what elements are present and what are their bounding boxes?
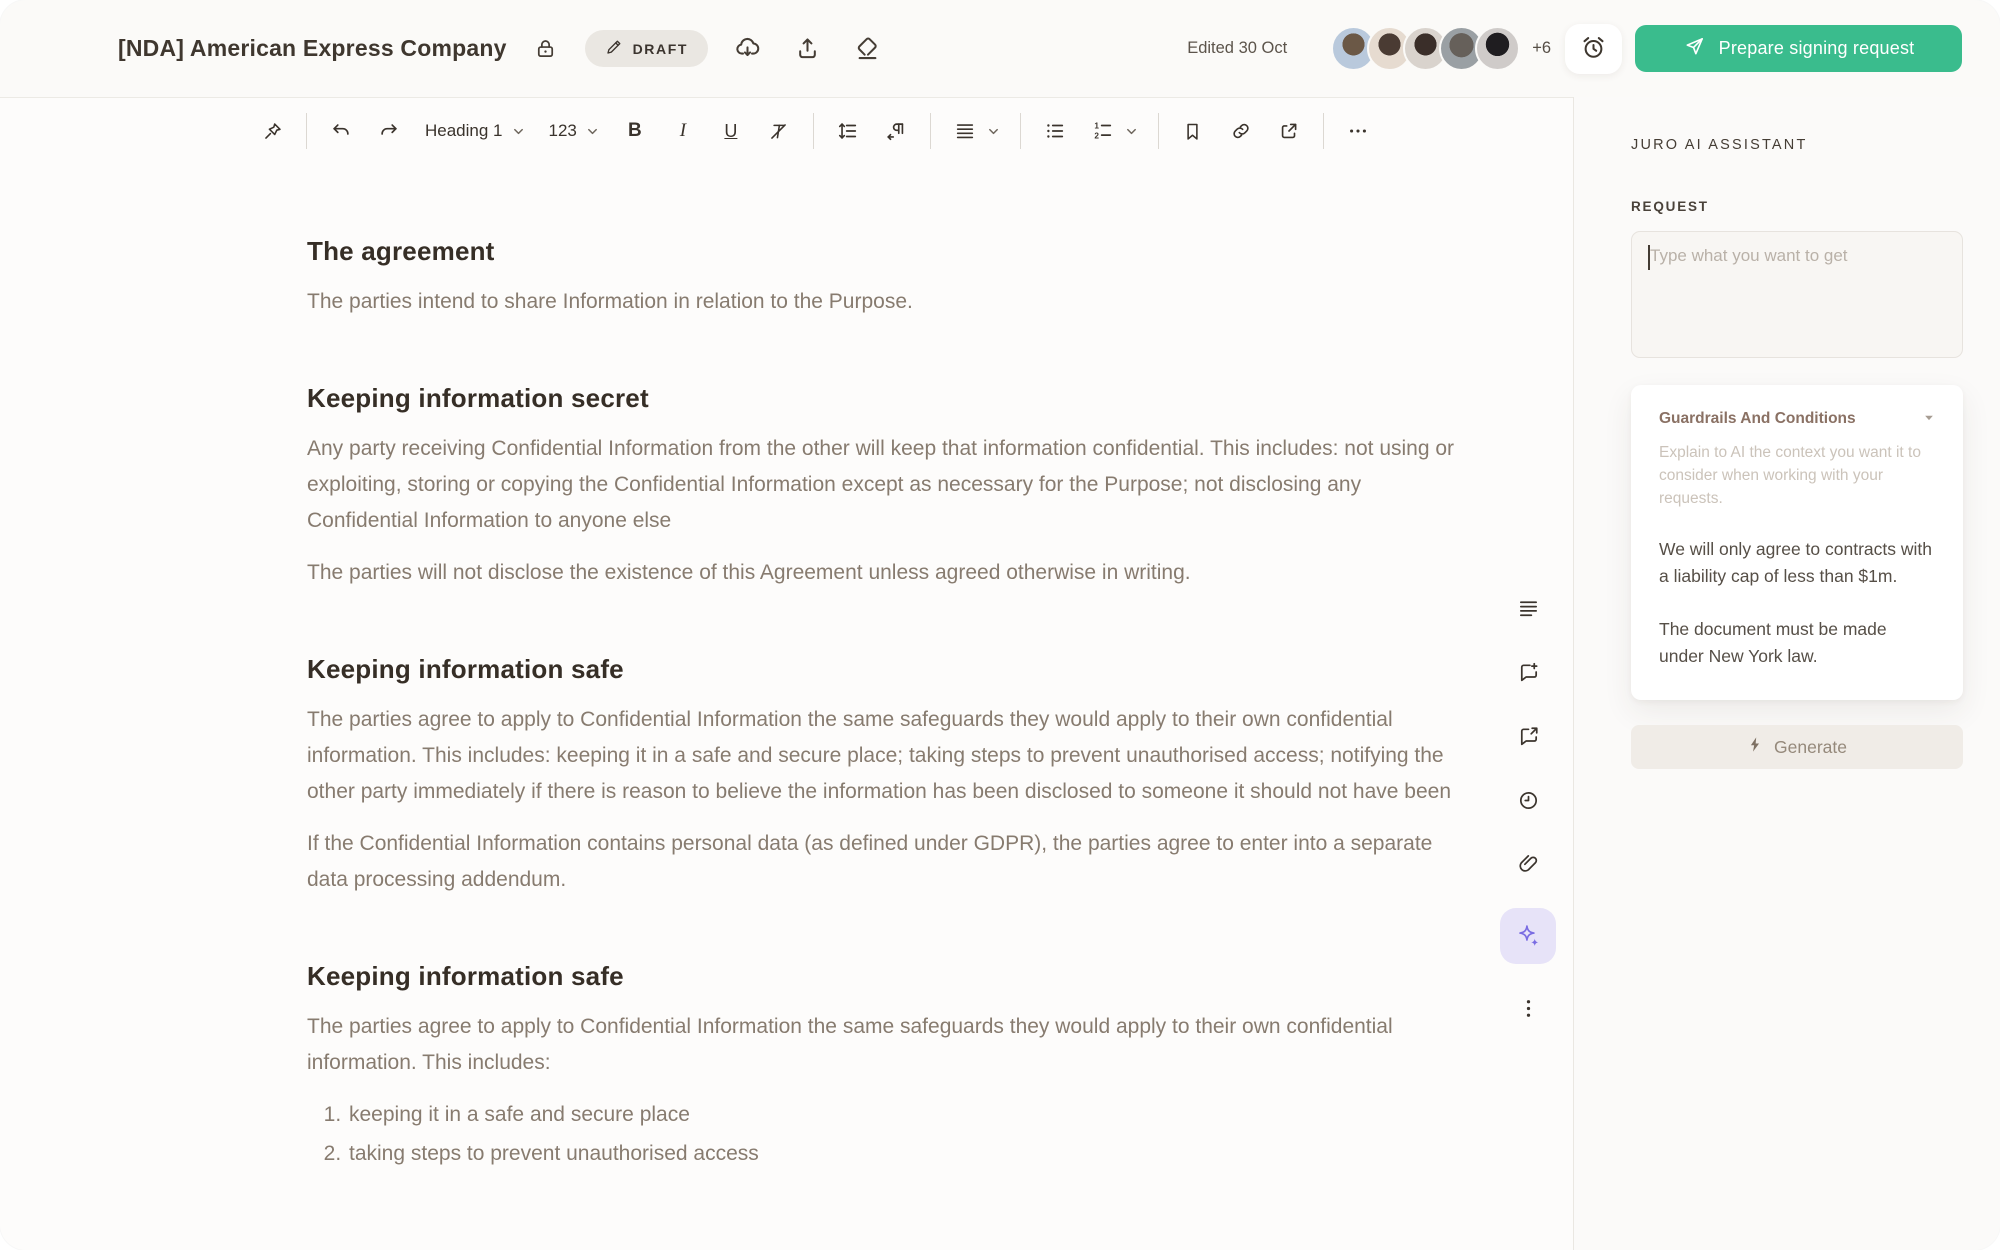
document-canvas [0,97,1573,1250]
lightning-icon [1747,736,1764,758]
ai-assistant-panel [1573,97,2000,1250]
guardrails-title: Guardrails And Conditions [1659,410,1856,427]
panel-title: JURO AI ASSISTANT [1631,137,1808,153]
caret-down-icon[interactable] [1923,410,1935,428]
lock-icon [525,28,567,70]
share-comment-button[interactable] [1508,716,1548,756]
section-paragraph[interactable]: The parties intend to share Information in relation to the Purpose. [307,290,913,313]
contract-body[interactable] [0,164,1455,1172]
numbered-list [307,1097,1455,1172]
section-heading[interactable]: The agreement [307,236,495,266]
ai-assistant-button[interactable] [1500,908,1556,964]
italic-button[interactable]: I [666,114,700,148]
toolbar-divider [306,113,307,149]
list-item[interactable]: 2. taking steps to prevent unauthorised access [347,1136,1455,1172]
guardrails-card [1631,385,1963,700]
document-title-group [118,28,888,70]
numbered-list-chevron[interactable] [1123,114,1141,148]
section-paragraph[interactable]: If the Confidential Information contains personal data (as defined under GDPR), the parties agree to enter into a separate data processing addendum. [307,832,1433,891]
toolbar-divider [930,113,931,149]
underline-button[interactable]: U [714,114,748,148]
rail-more-button[interactable] [1508,988,1548,1028]
toolbar-divider [1158,113,1159,149]
line-spacing-button[interactable] [831,114,865,148]
text-align-chevron[interactable] [985,114,1003,148]
svg-text:1: 1 [1094,121,1099,131]
status-badge-label: DRAFT [632,40,689,57]
pin-toolbar-button[interactable] [255,114,289,148]
request-label: REQUEST [1631,199,1709,214]
request-input[interactable] [1631,231,1963,358]
section-paragraph[interactable]: The parties will not disclose the existence of this Agreement unless agreed otherwise in writing. [307,561,1191,584]
undo-button[interactable] [324,114,358,148]
text-align-button[interactable] [948,114,982,148]
document-title[interactable]: [NDA] American Express Company [118,35,507,61]
section-paragraph[interactable]: The parties agree to apply to Confidential Information the same safeguards they would apply to their own confidential information. This includes: [307,1015,1393,1074]
reminder-button[interactable] [1565,24,1622,74]
svg-text:2: 2 [1094,131,1099,141]
summary-button[interactable] [1508,588,1548,628]
eraser-button[interactable] [846,28,888,70]
guardrail-rule[interactable]: The document must be made under New York law. [1659,619,1887,666]
toolbar-divider [813,113,814,149]
section-heading[interactable]: Keeping information safe [307,961,624,991]
status-badge[interactable] [585,30,708,67]
history-button[interactable] [1508,780,1548,820]
last-edited-label: Edited 30 Oct [1187,39,1288,57]
section-paragraph[interactable]: The parties agree to apply to Confidential Information the same safeguards they would apply to their own confidential information. This includes: keeping it in a safe and secure place; taking steps to prevent unauthorised access; notifying the other party immediately if there is reason to believe the information has been disclosed to someone it should not have been [307,708,1452,803]
clear-formatting-button[interactable] [762,114,796,148]
header-actions [1187,24,1962,74]
more-options-button[interactable] [1341,114,1375,148]
alarm-clock-icon [1580,34,1607,64]
numbered-list-button[interactable] [1086,114,1120,148]
generate-label: Generate [1774,736,1847,757]
upload-button[interactable] [786,28,828,70]
share-button[interactable] [1272,114,1306,148]
request-input-wrap [1631,231,1963,363]
guardrail-rule[interactable]: We will only agree to contracts with a liability cap of less than $1m. [1659,539,1932,586]
bold-button[interactable]: B [618,114,652,148]
document-side-rail [1500,588,1556,1028]
document-header [0,0,2000,97]
guardrails-hint: Explain to AI the context you want it to consider when working with your requests. [1659,444,1921,507]
bookmark-button[interactable] [1176,114,1210,148]
heading-style-value: Heading 1 [425,121,503,140]
paragraph-direction-button[interactable] [879,114,913,148]
guardrails-header[interactable] [1659,410,1935,428]
link-button[interactable] [1224,114,1258,148]
bullet-list-button[interactable] [1038,114,1072,148]
collaborator-avatars[interactable] [1331,26,1520,71]
add-comment-button[interactable] [1508,652,1548,692]
prepare-signing-request-button[interactable] [1635,25,1962,72]
formatting-toolbar [0,98,1573,164]
text-cursor [1648,245,1650,270]
numbering-style-value: 123 [548,121,577,140]
avatar[interactable] [1475,26,1520,71]
pencil-icon [605,38,623,59]
toolbar-divider [1323,113,1324,149]
section-heading[interactable]: Keeping information secret [307,383,649,413]
list-item[interactable]: 1. keeping it in a safe and secure place [347,1097,1455,1133]
heading-style-select[interactable] [425,121,525,141]
generate-button[interactable] [1631,725,1963,769]
avatar-overflow-count[interactable]: +6 [1532,39,1551,57]
send-icon [1683,35,1706,63]
toolbar-divider [1020,113,1021,149]
section-paragraph[interactable]: Any party receiving Confidential Information from the other will keep that information confidential. This includes: not using or exploiting, storing or copying the Confidential Information except as necessary for the Purpose; not disclosing any Confidential Information to anyone else [307,437,1455,532]
attachments-button[interactable] [1508,844,1548,884]
numbering-style-select[interactable] [549,121,599,141]
redo-button[interactable] [372,114,406,148]
section-heading[interactable]: Keeping information safe [307,654,624,684]
download-button[interactable] [726,28,768,70]
prepare-signing-request-label: Prepare signing request [1718,38,1915,58]
